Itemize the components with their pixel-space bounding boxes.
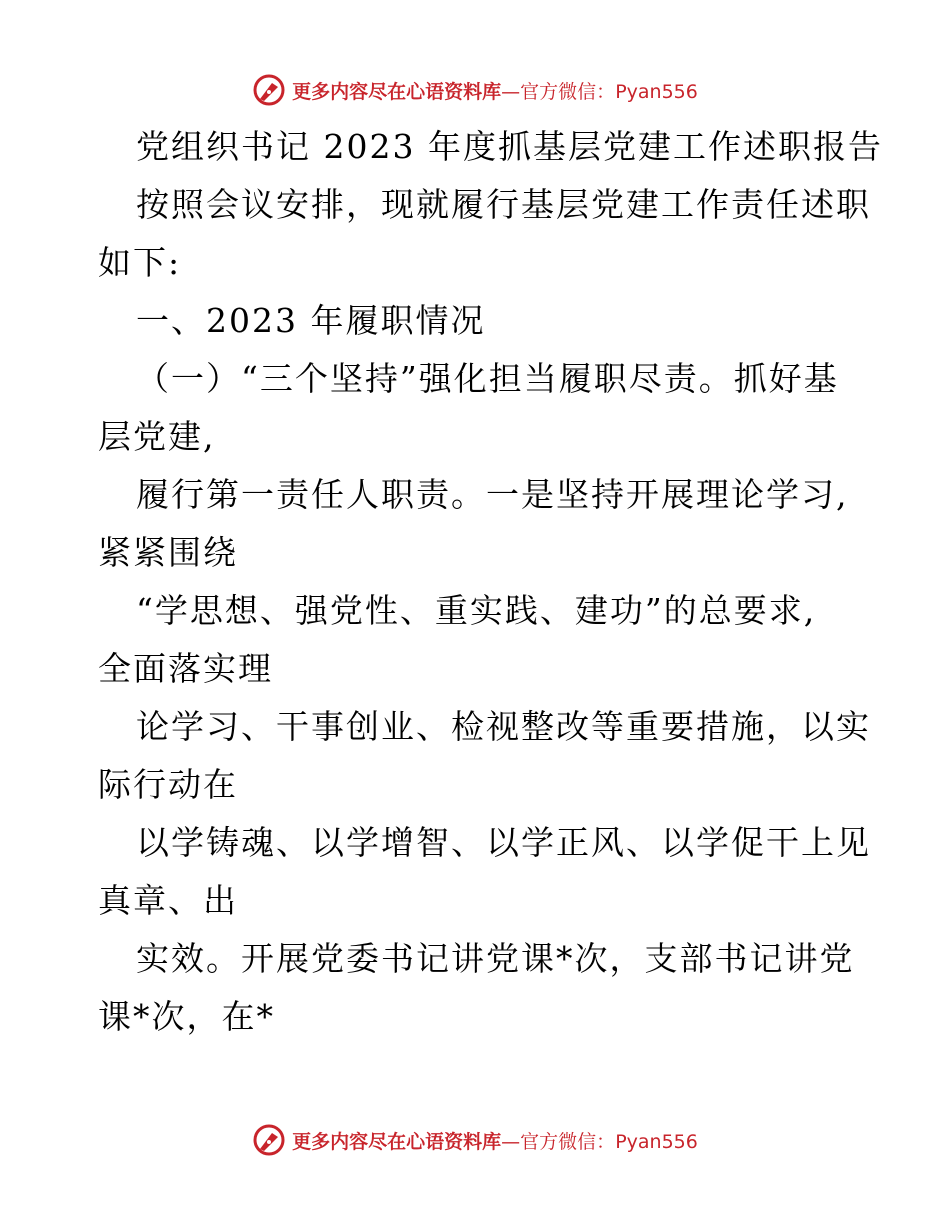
watermark-brand: 更多内容尽在心语资料库 <box>292 80 502 103</box>
watermark-wechat-label: 官方微信： <box>520 80 616 103</box>
watermark-brand: 更多内容尽在心语资料库 <box>292 1130 502 1153</box>
pen-nib-logo-icon <box>252 73 286 107</box>
paragraph-line: 以学铸魂、以学增智、以学正风、以学促干上见 <box>136 823 871 862</box>
paragraph-line: 论学习、干事创业、检视整改等重要措施，以实 <box>136 707 871 746</box>
paragraph-line: 际行动在 <box>98 765 238 804</box>
document-title: 党组织书记 2023 年度抓基层党建工作述职报告 <box>136 127 883 166</box>
paragraph-line: 实效。开展党委书记讲党课*次，支部书记讲党 <box>136 939 855 978</box>
section-heading: 一、2023 年履职情况 <box>136 301 486 340</box>
paragraph-line: 按照会议安排，现就履行基层党建工作责任述职 <box>136 185 871 224</box>
paragraph-line: 真章、出 <box>98 881 238 920</box>
paragraph-line: 层党建, <box>98 417 216 456</box>
paragraph-line: 如下: <box>98 243 182 282</box>
watermark-wechat-label: 官方微信： <box>520 1130 616 1153</box>
paragraph-line: “学思想、强党性、重实践、建功”的总要求, <box>136 591 817 630</box>
watermark-wechat-id: Pyan556 <box>615 1130 698 1153</box>
watermark-banner-bottom <box>0 1120 950 1160</box>
paragraph-line: 履行第一责任人职责。一是坚持开展理论学习, <box>136 475 849 514</box>
watermark-text <box>292 77 698 104</box>
paragraph-line: 课*次，在* <box>98 997 275 1036</box>
watermark-separator: — <box>501 1130 521 1153</box>
watermark-wechat-id: Pyan556 <box>615 80 698 103</box>
watermark-banner-top <box>0 70 950 110</box>
document-body <box>98 118 883 1046</box>
paragraph-line: 全面落实理 <box>98 649 273 688</box>
watermark-separator: — <box>501 80 521 103</box>
pen-nib-logo-icon <box>252 1123 286 1157</box>
paragraph-line: 紧紧围绕 <box>98 533 238 572</box>
watermark-text <box>292 1127 698 1154</box>
subsection-heading: （一）“三个坚持”强化担当履职尽责。抓好基 <box>136 359 839 398</box>
